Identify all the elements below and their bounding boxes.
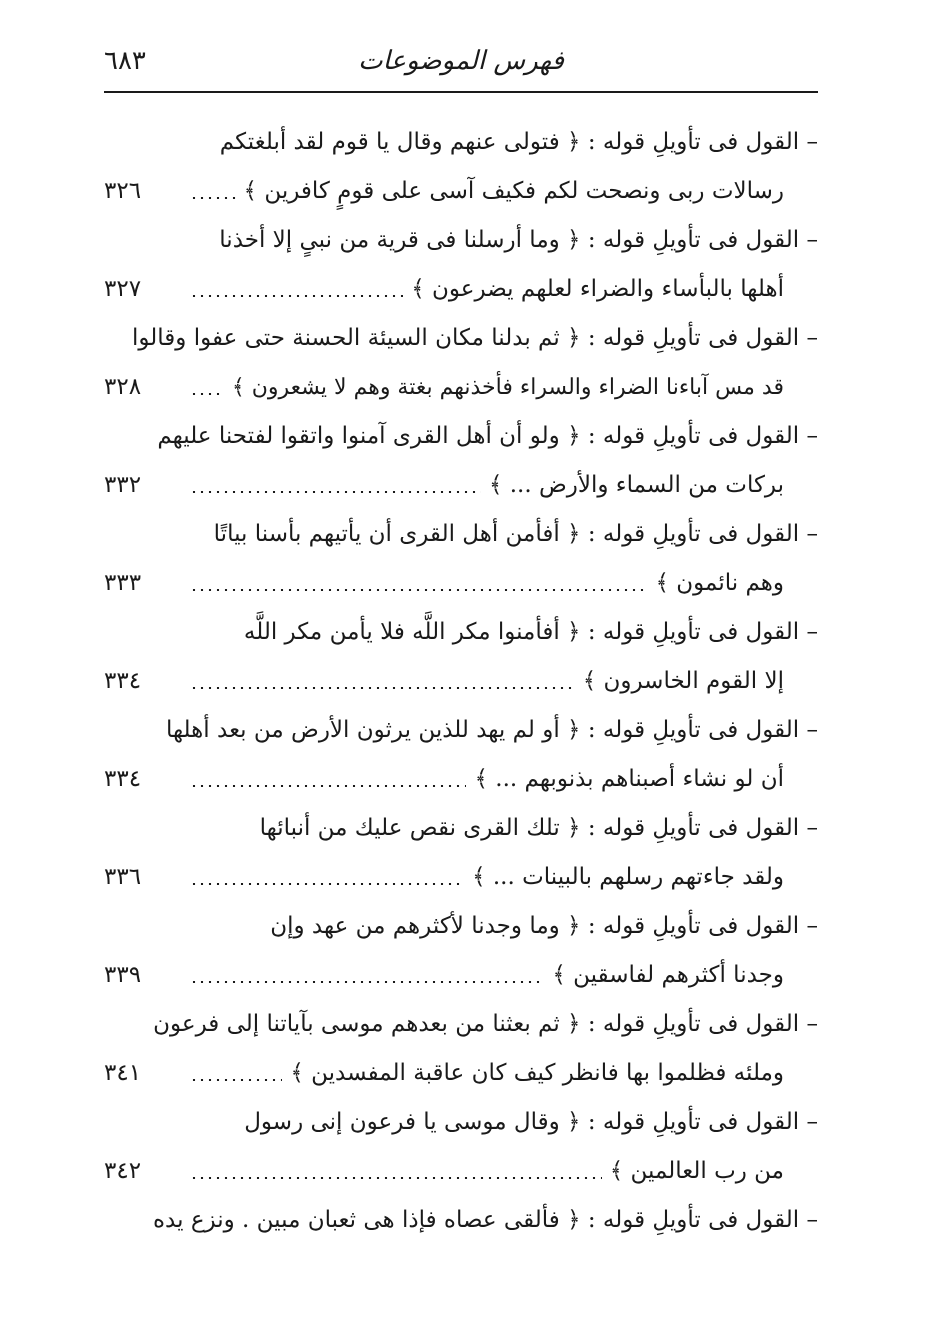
toc-entry-heading: – القول فى تأويلِ قوله : ﴿ أو لم يهد للذين يرثون الأرض من بعد أهلها bbox=[165, 717, 818, 743]
toc-entry-continuation bbox=[104, 1147, 784, 1196]
toc-entry-text: قد مس آباءنا الضراء والسراء فأخذنهم بغتة وهم لا يشعرون ﴾ bbox=[231, 375, 784, 400]
toc-entry-heading: – القول فى تأويلِ قوله : ﴿ ثم بدلنا مكان السيئة الحسنة حتى عفوا وقالوا bbox=[132, 325, 818, 351]
toc-entry-continuation bbox=[104, 265, 784, 314]
toc-entry bbox=[104, 902, 818, 1000]
toc-entry-text: أن لو نشاء أصبناهم بذنوبهم ... ﴾ bbox=[474, 766, 784, 792]
running-head bbox=[104, 42, 818, 86]
toc-entry bbox=[104, 1098, 818, 1196]
toc-entry-continuation bbox=[104, 167, 784, 216]
toc-entry bbox=[104, 412, 818, 510]
toc-entry-page: ٣٣٤ bbox=[104, 668, 142, 694]
header-divider bbox=[104, 91, 818, 93]
toc-entry-page: ٣٢٦ bbox=[104, 178, 142, 204]
dot-leader bbox=[190, 197, 236, 199]
toc-entry-page: ٣٣٤ bbox=[104, 766, 142, 792]
toc-entry-page: ٣٣٦ bbox=[104, 864, 142, 890]
dot-leader bbox=[190, 1177, 602, 1179]
toc-entry-heading: – القول فى تأويلِ قوله : ﴿ أفأمن أهل القرى أن يأتيهم بأسنا بياتًا bbox=[213, 521, 818, 547]
dot-leader bbox=[190, 589, 647, 591]
toc-entry-heading: – القول فى تأويلِ قوله : ﴿ فتولى عنهم وقال يا قوم لقد أبلغتكم bbox=[219, 129, 818, 155]
toc-entry-heading: – القول فى تأويلِ قوله : ﴿ أفأمنوا مكر اللَّه فلا يأمن مكر اللَّه bbox=[243, 619, 818, 645]
toc-entry-text: وجدنا أكثرهم لفاسقين ﴾ bbox=[552, 962, 784, 988]
toc-entry-text: رسالات ربى ونصحت لكم فكيف آسى على قومٍ كافرين ﴾ bbox=[243, 178, 784, 204]
toc-entry-text: وهم نائمون ﴾ bbox=[655, 570, 784, 596]
toc-entry-heading: – القول فى تأويلِ قوله : ﴿ تلك القرى نقص عليك من أنبائها bbox=[259, 815, 818, 841]
toc-entry-text: وملئه فظلموا بها فانظر كيف كان عاقبة المفسدين ﴾ bbox=[290, 1060, 784, 1086]
toc-entry bbox=[104, 608, 818, 706]
toc-entry bbox=[104, 314, 818, 412]
toc-entry-page: ٣٢٨ bbox=[104, 374, 142, 400]
toc-entry-page: ٣٣٩ bbox=[104, 962, 142, 988]
toc-entry-continuation bbox=[104, 657, 784, 706]
toc-entry-continuation bbox=[104, 461, 784, 510]
dot-leader bbox=[190, 883, 464, 885]
toc-entry bbox=[104, 1000, 818, 1098]
toc-entry-text: من رب العالمين ﴾ bbox=[609, 1158, 784, 1184]
toc-entry-text: ولقد جاءتهم رسلهم بالبينات ... ﴾ bbox=[472, 864, 784, 890]
toc-entry-page: ٣٤١ bbox=[104, 1060, 142, 1086]
dot-leader bbox=[190, 1079, 282, 1081]
toc-entry-continuation bbox=[104, 951, 784, 1000]
toc-entry-text: أهلها بالبأساء والضراء لعلهم يضرعون ﴾ bbox=[411, 276, 784, 302]
toc-entry-page: ٣٢٧ bbox=[104, 276, 142, 302]
toc-entry-page: ٣٤٢ bbox=[104, 1158, 142, 1184]
page-number: ٦٨٣ bbox=[104, 46, 146, 76]
dot-leader bbox=[190, 491, 481, 493]
toc-entry-heading: – القول فى تأويلِ قوله : ﴿ ولو أن أهل القرى آمنوا واتقوا لفتحنا عليهم bbox=[157, 423, 818, 449]
toc-entry-continuation bbox=[104, 1049, 784, 1098]
dot-leader bbox=[190, 295, 403, 297]
toc-entry bbox=[104, 1196, 818, 1294]
toc-list bbox=[104, 118, 818, 1294]
toc-entry-heading: – القول فى تأويلِ قوله : ﴿ ثم بعثنا من بعدهم موسى بآياتنا إلى فرعون bbox=[153, 1011, 818, 1037]
toc-entry bbox=[104, 510, 818, 608]
toc-entry-page: ٣٣٣ bbox=[104, 570, 142, 596]
toc-entry-text: بركات من السماء والأرض ... ﴾ bbox=[488, 472, 784, 498]
dot-leader bbox=[190, 981, 544, 983]
dot-leader bbox=[190, 393, 224, 395]
toc-entry-text: إلا القوم الخاسرون ﴾ bbox=[582, 668, 784, 694]
toc-entry bbox=[104, 216, 818, 314]
toc-entry bbox=[104, 706, 818, 804]
dot-leader bbox=[190, 785, 466, 787]
toc-entry-continuation bbox=[104, 755, 784, 804]
toc-entry bbox=[104, 804, 818, 902]
toc-entry-heading: – القول فى تأويلِ قوله : ﴿ وما أرسلنا فى قرية من نبىٍ إلا أخذنا bbox=[219, 227, 818, 253]
toc-entry-heading: – القول فى تأويلِ قوله : ﴿ فألقى عصاه فإذا هى ثعبان مبين . ونزع يده bbox=[152, 1207, 818, 1233]
dot-leader bbox=[190, 687, 575, 689]
page-title: فهرس الموضوعات bbox=[358, 46, 564, 76]
toc-entry bbox=[104, 118, 818, 216]
toc-entry-page: ٣٣٢ bbox=[104, 472, 142, 498]
toc-entry-heading: – القول فى تأويلِ قوله : ﴿ وقال موسى يا فرعون إنى رسول bbox=[244, 1109, 818, 1135]
toc-entry-continuation bbox=[104, 853, 784, 902]
toc-entry-heading: – القول فى تأويلِ قوله : ﴿ وما وجدنا لأكثرهم من عهد وإن bbox=[270, 913, 818, 939]
toc-entry-continuation bbox=[104, 559, 784, 608]
toc-entry-continuation bbox=[104, 363, 784, 412]
